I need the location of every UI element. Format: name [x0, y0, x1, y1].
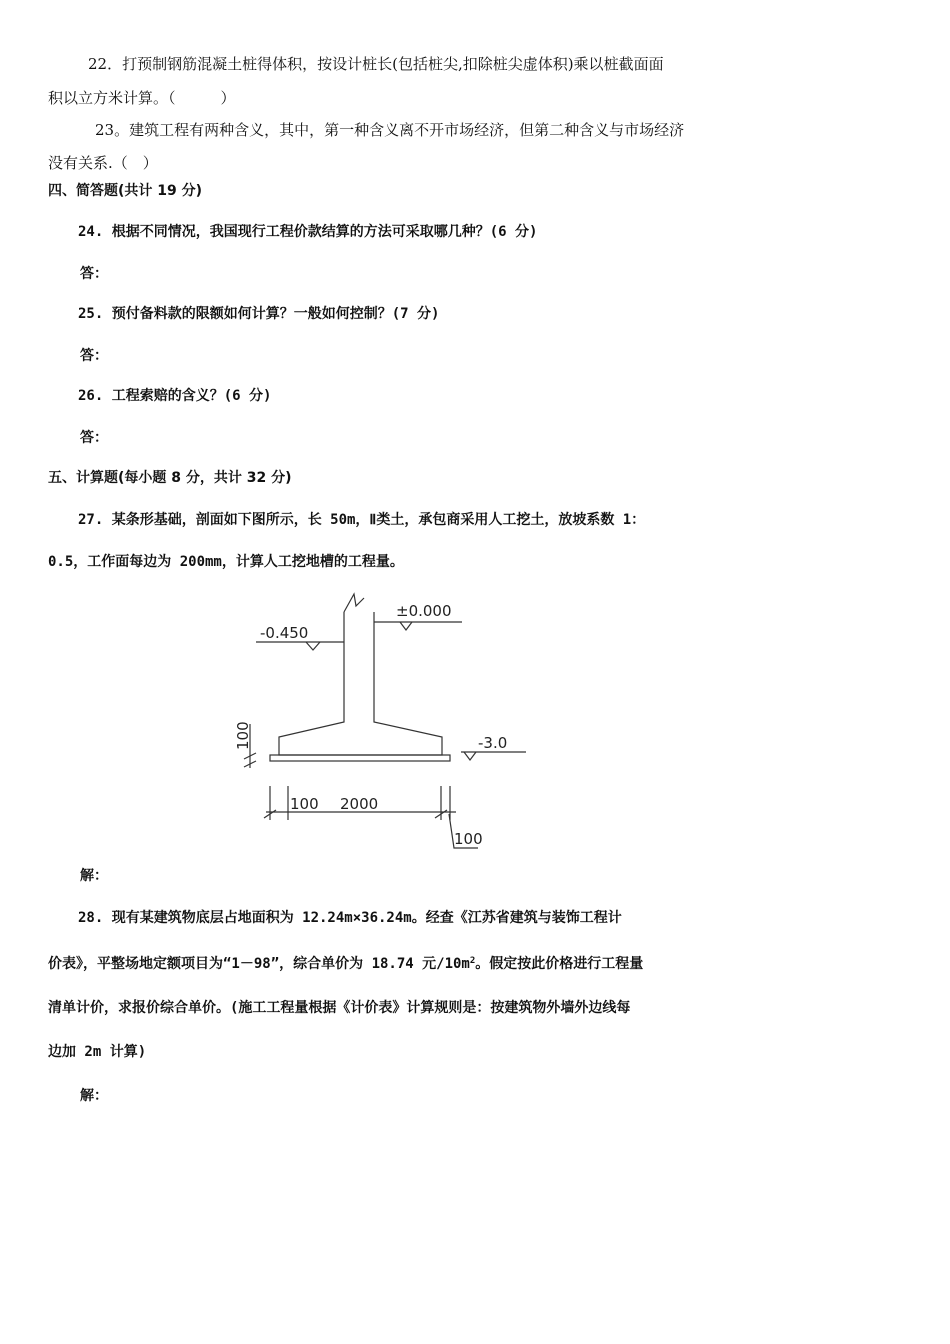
q28-superscript: 2: [469, 956, 476, 966]
label-m30: -3.0: [478, 734, 508, 752]
q28-solution: 解：: [80, 1088, 108, 1104]
q27-line1: 27. 某条形基础，剖面如下图所示，长 50m，Ⅱ类土，承包商采用人工挖土，放坡系数 1：: [78, 512, 646, 528]
q28-line3: 清单计价，求报价综合单价。(施工工程量根据《计价表》计算规则是：按建筑物外墙外边线每: [48, 1000, 631, 1016]
q22-line1: 22．打预制钢筋混凝土桩得体积，按设计桩长(包括桩尖,扣除桩尖虚体积)乘以桩截面面: [88, 55, 664, 73]
q24-answer: 答：: [80, 266, 108, 282]
label-zero-level: ±0.000: [396, 602, 452, 620]
section-4-title: 四、简答题(共计 19 分): [48, 183, 203, 199]
q23-line1: 23。建筑工程有两种含义，其中，第一种含义离不开市场经济，但第二种含义与市场经济: [95, 121, 685, 139]
break-line: [344, 594, 364, 612]
q28-line4: 边加 2m 计算): [48, 1044, 147, 1060]
q28-line2-b: 。假定按此价格进行工程量: [475, 956, 644, 972]
q26-text: 26. 工程索赔的含义？(6 分): [78, 388, 272, 404]
q26-answer: 答：: [80, 430, 108, 446]
m30-level-marker: [464, 752, 476, 760]
q27-solution: 解：: [80, 868, 108, 884]
foundation-section-figure: [236, 590, 536, 858]
q28-line1: 28. 现有某建筑物底层占地面积为 12.24m×36.24m。经查《江苏省建筑与装饰工程计: [78, 910, 622, 926]
q25-answer: 答：: [80, 348, 108, 364]
m045-level-marker: [306, 642, 320, 650]
section-5-title: 五、计算题(每小题 8 分，共计 32 分): [48, 470, 292, 486]
q27-line2: 0.5，工作面每边为 200mm，计算人工挖地槽的工程量。: [48, 554, 404, 570]
label-2000: 2000: [340, 795, 379, 813]
cushion-layer: [270, 755, 450, 761]
label-m045: -0.450: [260, 624, 309, 642]
q23-line2: 没有关系.（ ）: [48, 154, 158, 172]
q22-line2: 积以立方米计算。（ ）: [48, 89, 236, 107]
label-100-leader: 100: [454, 830, 483, 848]
zero-level-marker: [400, 622, 412, 630]
q25-text: 25. 预付备料款的限额如何计算？一般如何控制？(7 分): [78, 306, 440, 322]
label-100-bottom: 100: [290, 795, 319, 813]
label-100-vertical: 100: [234, 721, 252, 750]
q24-text: 24. 根据不同情况，我国现行工程价款结算的方法可采取哪几种？(6 分): [78, 224, 538, 240]
q28-line2: [48, 954, 643, 974]
q28-line2-a: 价表》，平整场地定额项目为“1－98”，综合单价为 18.74 元/10m: [48, 956, 470, 972]
